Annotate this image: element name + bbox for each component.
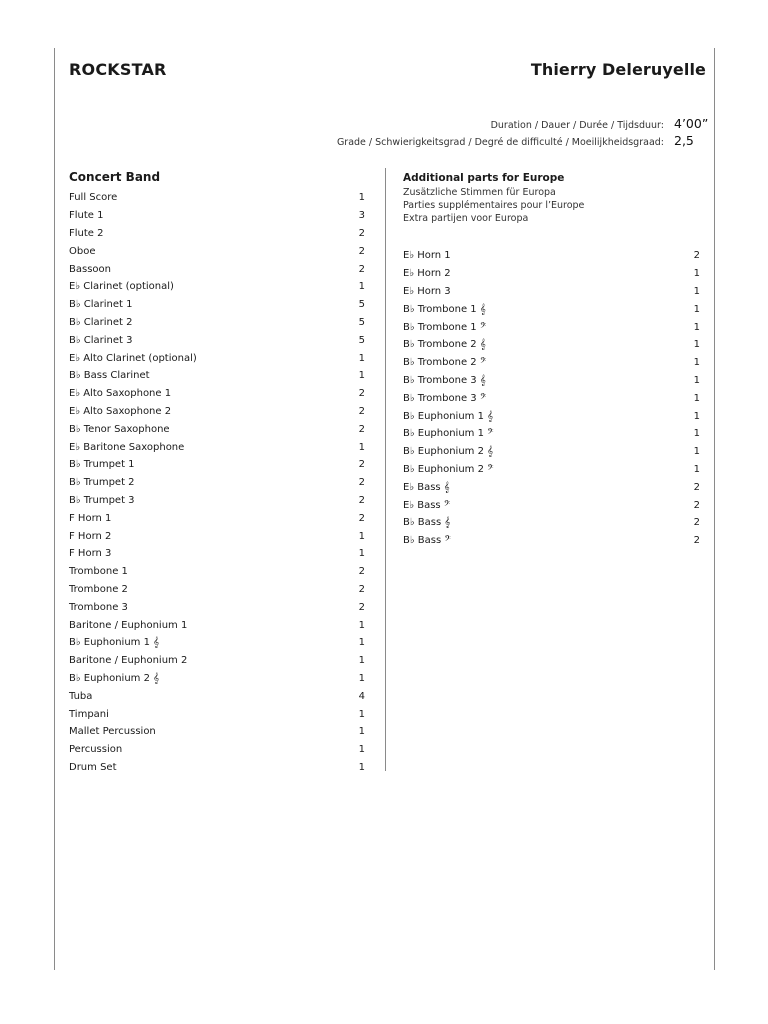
part-quantity: 2 (358, 405, 365, 417)
part-name: E♭ Horn 2 (403, 268, 451, 280)
part-quantity: 2 (693, 250, 700, 262)
part-name: Trombone 1 (69, 566, 128, 578)
concert-band-title: Concert Band (69, 170, 161, 184)
part-name: Drum Set (69, 761, 117, 773)
part-row (69, 563, 365, 581)
part-name: B♭ Trombone 2 𝄢 (403, 357, 487, 369)
part-quantity: 2 (358, 245, 365, 257)
part-row (69, 509, 365, 527)
composer-name: Thierry Deleruyelle (530, 60, 706, 79)
part-quantity: 1 (358, 530, 365, 542)
europe-parts-list (403, 247, 700, 550)
part-quantity: 1 (358, 761, 365, 773)
grade-value: 2,5 (674, 133, 694, 148)
part-row (69, 367, 365, 385)
part-quantity: 1 (358, 192, 365, 204)
part-row (69, 527, 365, 545)
part-quantity: 4 (358, 690, 365, 702)
part-name: Mallet Percussion (69, 726, 156, 738)
part-row (69, 296, 365, 314)
part-name: F Horn 3 (69, 548, 112, 560)
part-name: B♭ Trombone 1 𝄞 (403, 303, 486, 315)
part-quantity: 1 (358, 619, 365, 631)
part-quantity: 1 (358, 637, 365, 649)
part-row (403, 283, 700, 301)
part-name: Bassoon (69, 263, 111, 275)
part-quantity: 2 (358, 583, 365, 595)
part-row (403, 389, 700, 407)
part-row (403, 443, 700, 461)
part-name: B♭ Trombone 3 𝄢 (403, 392, 487, 404)
part-row (69, 723, 365, 741)
part-row (69, 207, 365, 225)
part-quantity: 3 (358, 210, 365, 222)
part-name: B♭ Clarinet 3 (69, 334, 133, 346)
part-name: F Horn 1 (69, 512, 112, 524)
part-name: Oboe (69, 245, 96, 257)
part-quantity: 1 (693, 463, 700, 475)
part-row (403, 336, 700, 354)
europe-subtitles (403, 186, 700, 225)
part-quantity: 1 (693, 410, 700, 422)
part-name: B♭ Euphonium 1 𝄞 (403, 410, 494, 422)
part-quantity: 1 (693, 303, 700, 315)
part-name: E♭ Alto Saxophone 2 (69, 405, 172, 417)
part-quantity: 5 (358, 334, 365, 346)
part-quantity: 1 (358, 441, 365, 453)
duration-value: 4’00” (674, 116, 709, 131)
part-row (69, 581, 365, 599)
part-row (69, 420, 365, 438)
duration-label: Duration / Dauer / Durée / Tijdsduur: (490, 120, 664, 131)
part-quantity: 2 (358, 566, 365, 578)
europe-subtitle-fr: Parties supplémentaires pour l’Europe (403, 200, 585, 211)
part-quantity: 1 (693, 268, 700, 280)
part-name: Flute 1 (69, 210, 104, 222)
part-row (69, 705, 365, 723)
part-row (69, 616, 365, 634)
part-name: B♭ Euphonium 2 𝄞 (69, 672, 160, 684)
part-quantity: 2 (358, 263, 365, 275)
part-name: Trombone 3 (69, 601, 128, 613)
part-row (403, 496, 700, 514)
left-margin-rule (54, 48, 55, 970)
part-name: Tuba (69, 690, 93, 702)
part-row (69, 225, 365, 243)
part-name: Timpani (69, 708, 109, 720)
part-quantity: 2 (358, 494, 365, 506)
part-quantity: 1 (693, 339, 700, 351)
part-row (403, 300, 700, 318)
part-name: B♭ Euphonium 1 𝄞 (69, 637, 160, 649)
part-name: E♭ Bass 𝄢 (403, 499, 451, 511)
part-row (69, 670, 365, 688)
part-name: E♭ Clarinet (optional) (69, 281, 174, 293)
part-quantity: 2 (358, 512, 365, 524)
part-name: Flute 2 (69, 227, 104, 239)
part-quantity: 2 (358, 459, 365, 471)
part-quantity: 2 (358, 388, 365, 400)
part-row (69, 687, 365, 705)
part-name: Percussion (69, 744, 123, 756)
part-quantity: 1 (693, 357, 700, 369)
duration-line (490, 116, 709, 131)
grade-line (337, 133, 706, 148)
part-name: B♭ Clarinet 2 (69, 316, 133, 328)
concert-band-section (69, 170, 365, 776)
part-row (69, 385, 365, 403)
part-quantity: 2 (693, 481, 700, 493)
part-row (69, 652, 365, 670)
part-row (69, 260, 365, 278)
part-name: B♭ Trombone 1 𝄢 (403, 321, 487, 333)
part-name: E♭ Alto Clarinet (optional) (69, 352, 197, 364)
part-row (403, 372, 700, 390)
part-name: F Horn 2 (69, 530, 112, 542)
part-row (69, 741, 365, 759)
grade-label: Grade / Schwierigkeitsgrad / Degré de difficulté / Moeilijkheidsgraad: (336, 137, 664, 148)
part-quantity: 1 (358, 708, 365, 720)
part-row (69, 545, 365, 563)
column-divider (385, 168, 386, 771)
europe-parts-title: Additional parts for Europe (403, 172, 565, 184)
part-row (403, 354, 700, 372)
part-name: B♭ Trombone 3 𝄞 (403, 374, 486, 386)
part-quantity: 2 (358, 601, 365, 613)
part-name: B♭ Bass Clarinet (69, 370, 150, 382)
part-row (403, 478, 700, 496)
part-name: Baritone / Euphonium 2 (69, 655, 188, 667)
part-quantity: 1 (358, 352, 365, 364)
part-quantity: 2 (358, 477, 365, 489)
part-quantity: 2 (358, 227, 365, 239)
europe-parts-section (403, 172, 700, 550)
part-row (69, 189, 365, 207)
part-row (69, 456, 365, 474)
part-name: E♭ Horn 1 (403, 250, 451, 262)
europe-subtitle-de: Zusätzliche Stimmen für Europa (403, 187, 556, 198)
right-margin-rule (714, 48, 715, 970)
piece-title: ROCKSTAR (69, 60, 167, 79)
part-name: E♭ Alto Saxophone 1 (69, 388, 172, 400)
part-name: B♭ Bass 𝄞 (403, 517, 451, 529)
concert-band-parts-list (69, 189, 365, 776)
part-row (403, 425, 700, 443)
part-row (69, 634, 365, 652)
part-row (403, 318, 700, 336)
part-quantity: 1 (358, 548, 365, 560)
part-name: B♭ Trumpet 2 (69, 477, 135, 489)
part-row (403, 514, 700, 532)
part-name: B♭ Euphonium 2 𝄢 (403, 463, 494, 475)
part-name: Full Score (69, 192, 118, 204)
part-quantity: 1 (358, 672, 365, 684)
part-name: E♭ Horn 3 (403, 285, 451, 297)
part-quantity: 1 (693, 446, 700, 458)
part-quantity: 1 (358, 370, 365, 382)
part-row (69, 349, 365, 367)
part-quantity: 5 (358, 299, 365, 311)
part-name: Trombone 2 (69, 583, 128, 595)
part-name: B♭ Tenor Saxophone (69, 423, 170, 435)
part-row (69, 492, 365, 510)
part-row (69, 598, 365, 616)
part-quantity: 2 (358, 423, 365, 435)
part-row (403, 461, 700, 479)
part-row (69, 403, 365, 421)
part-row (69, 474, 365, 492)
part-row (403, 532, 700, 550)
part-row (69, 331, 365, 349)
part-row (69, 314, 365, 332)
part-name: B♭ Trumpet 3 (69, 494, 135, 506)
part-row (403, 247, 700, 265)
part-quantity: 1 (693, 392, 700, 404)
part-name: B♭ Bass 𝄢 (403, 535, 451, 547)
part-quantity: 1 (358, 655, 365, 667)
part-name: B♭ Trombone 2 𝄞 (403, 339, 486, 351)
part-quantity: 1 (693, 428, 700, 440)
part-row (69, 278, 365, 296)
part-quantity: 1 (693, 321, 700, 333)
part-quantity: 2 (693, 499, 700, 511)
part-row (69, 438, 365, 456)
part-row (69, 242, 365, 260)
part-row (403, 407, 700, 425)
part-name: Baritone / Euphonium 1 (69, 619, 188, 631)
part-row (69, 759, 365, 777)
part-name: B♭ Clarinet 1 (69, 299, 133, 311)
part-name: E♭ Bass 𝄞 (403, 481, 450, 493)
part-quantity: 2 (693, 517, 700, 529)
part-quantity: 1 (693, 374, 700, 386)
part-name: B♭ Euphonium 2 𝄞 (403, 446, 494, 458)
part-quantity: 1 (358, 726, 365, 738)
part-quantity: 5 (358, 316, 365, 328)
part-quantity: 1 (358, 281, 365, 293)
part-name: E♭ Baritone Saxophone (69, 441, 185, 453)
europe-subtitle-nl: Extra partijen voor Europa (403, 213, 529, 224)
part-quantity: 1 (693, 285, 700, 297)
part-row (403, 265, 700, 283)
part-name: B♭ Trumpet 1 (69, 459, 135, 471)
part-quantity: 1 (358, 744, 365, 756)
part-name: B♭ Euphonium 1 𝄢 (403, 428, 494, 440)
part-quantity: 2 (693, 535, 700, 547)
